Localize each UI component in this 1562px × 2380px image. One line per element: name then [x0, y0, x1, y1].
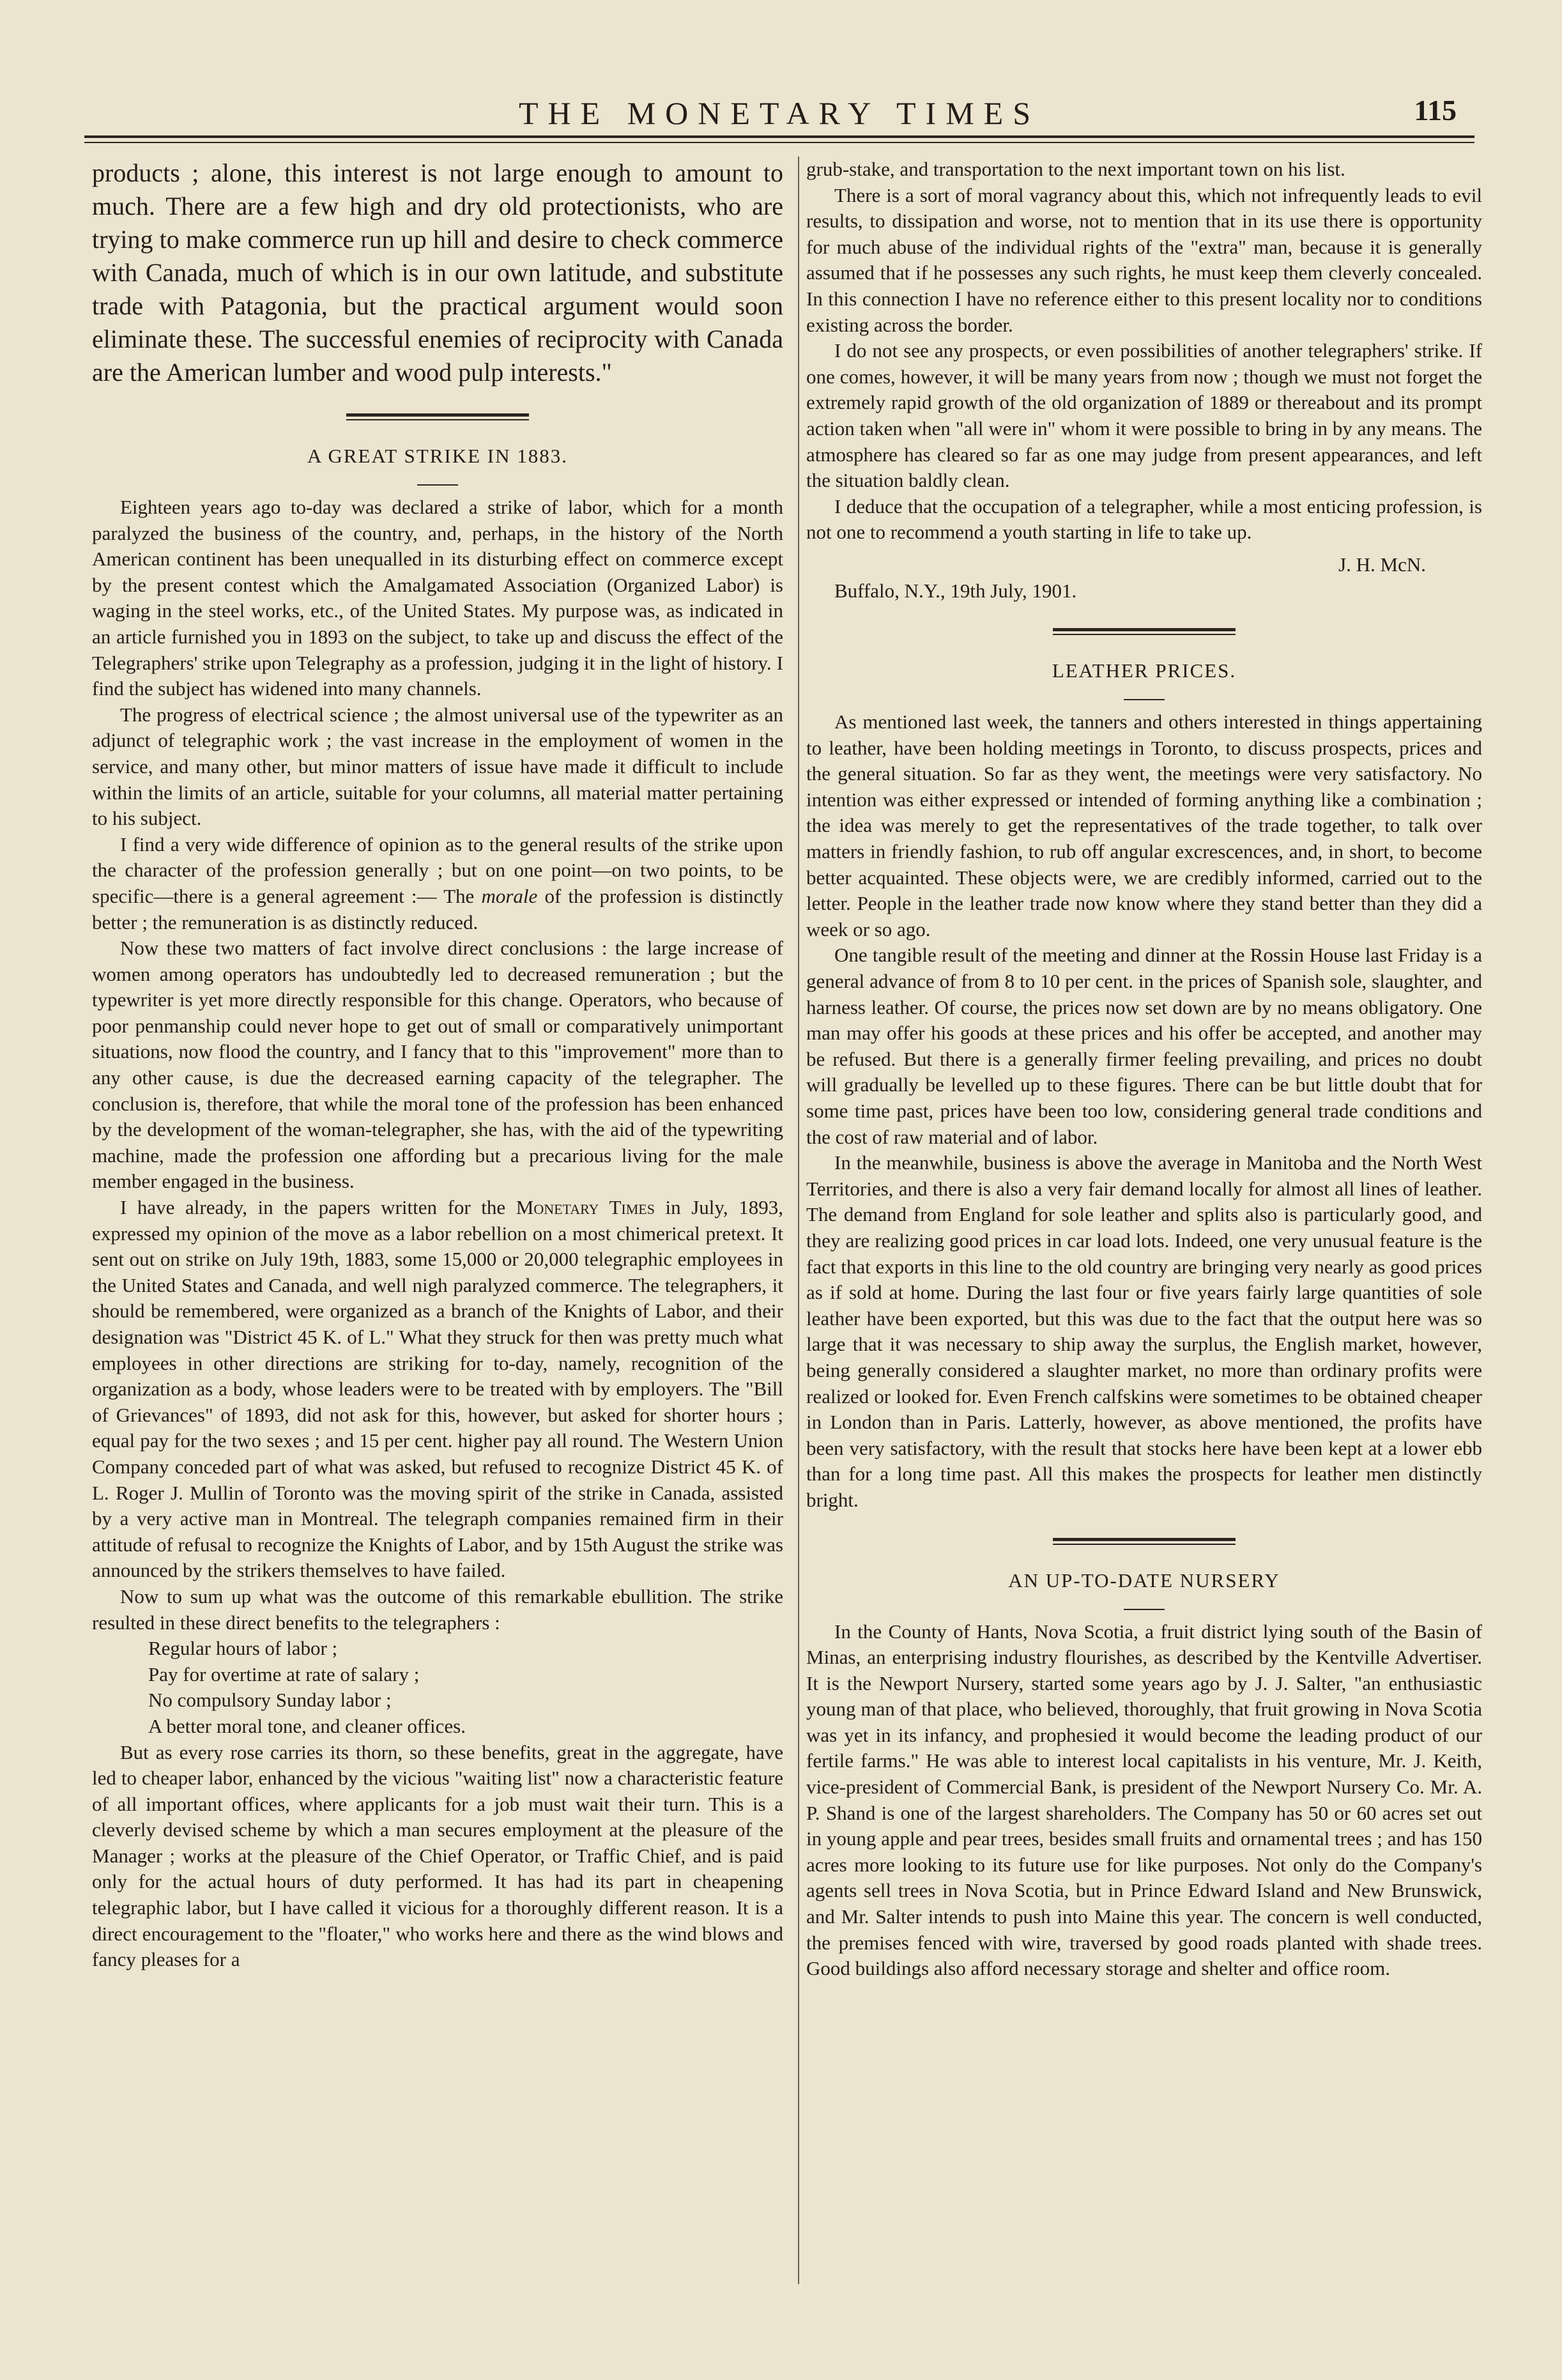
- strike-paragraph-5-b: in July, 1893, expressed my opinion of the move as a labor rebellion on a most chimerical pretext. It sent out on strike on July 19th, 1883, some 15,000 or 20,000 telegraphic employees in the United States and Canada, and well nigh paralyzed commerce. The telegraphers, it should be remembered, were organized as a branch of the Knights of Labor, and their designation was "District 45 K. of L." What they struck for then was pretty much what employees in other directions are striking for to-day, namely, recognition of the organization as a body, whose leaders were to be treated with by employers. The "Bill of Grievances" of 1893, did not ask for this, however, but asked for shorter hours ; equal pay for the two sexes ; and 15 per cent. higher pay all round. The Western Union Company conceded part of what was asked, but refused to recognize District 45 K. of L. Roger J. Mullin of Toronto was the moving spirit of the strike in Canada, assisted by a very active man in Montreal. The telegraph companies remained firm in their attitude of refusal to recognize the Knights of Labor, and by 15th August the strike was announced by the strikers themselves to have failed.: [92, 1196, 783, 1582]
- title-underline: [1124, 699, 1165, 700]
- dateline: Buffalo, N.Y., 19th July, 1901.: [834, 579, 1077, 602]
- benefit-item: A better moral tone, and cleaner offices.: [148, 1714, 466, 1737]
- benefit-item: Regular hours of labor ;: [148, 1637, 338, 1660]
- right-column: [806, 157, 1482, 1982]
- strike-paragraph-7: But as every rose carries its thorn, so these benefits, great in the aggregate, have led to cheaper labor, enhanced by the vicious "waiting list" now a characteristic feature of all important offices, where applicants for a job must wait their turn. This is a cleverly devised scheme by which a man secures employment at the pleasure of the Manager ; works at the pleasure of the Chief Operator, or Traffic Chief, and is paid only for the actual hours of duty performed. It has had its part in cheapening telegraphic labor, but I have called it vicious for a thoroughly different reason. It is a direct encouragement to the "floater," who works here and there as the wind blows and fancy pleases for a: [92, 1740, 783, 1971]
- strike-article-title: A GREAT STRIKE IN 1883.: [307, 445, 568, 467]
- strike-paragraph-2: The progress of electrical science ; the almost universal use of the typewriter as an adjunct of telegraphic work ; the vast increase in the employment of women in the service, and many other, but minor matters of issue have made it difficult to include within the limits of an article, suitable for your columns, all material matter pertaining to his subject.: [92, 703, 783, 830]
- lead-paragraph: products ; alone, this interest is not large enough to amount to much. There are a few high and dry old protectionists, who are trying to make commerce run up hill and desire to check commerce with Canada, much of which is in our own latitude, and substitute trade with Patagonia, but the practical argument would soon eliminate these. The successful enemies of reciprocity with Canada are the American lumber and wood pulp interests.": [92, 158, 783, 387]
- author-signature: J. H. McN.: [1338, 553, 1426, 576]
- strike-paragraph-5: [92, 1195, 783, 1584]
- nursery-article-title: AN UP-TO-DATE NURSERY: [1008, 1569, 1280, 1592]
- article-separator: [1053, 628, 1236, 635]
- strike-paragraph-3-b: of the profession is distinctly better ; the remuneration is as distinctly reduced.: [92, 884, 783, 933]
- benefit-item: Pay for overtime at rate of salary ;: [148, 1662, 420, 1685]
- leather-paragraph-3: In the meanwhile, business is above the average in Manitoba and the North West Territories, and there is also a very fair demand locally for almost all lines of leather. The demand from England for sole leather and splits also is particularly good, and they are realizing good prices in car load lots. Indeed, one very unusual feature is the fact that exports in this line to the old country are bringing very nearly as good prices as if sold at home. During the last four or five years fairly large quantities of sole leather have been exported, but this was due to the fact that the output here was so large that it was necessary to ship away the surplus, the English market, however, being generally considered a slaughter market, no more than ordinary profits were realized or looked for. Even French calfskins were sometimes to be obtained cheaper in London than in Paris. Latterly, however, as above mentioned, the profits have been very satisfactory, with the result that stocks here have been kept at a lower ebb than for a long time past. All this makes the prospects for leather men distinctly bright.: [806, 1151, 1482, 1511]
- strike-paragraph-3-a: I find a very wide difference of opinion as to the general results of the strike upon the character of the profession generally ; but on one point—on two points, to be specific—there is a general agreement :— The: [92, 833, 783, 907]
- morale-emphasis: morale: [481, 884, 538, 907]
- leather-paragraph-1: As mentioned last week, the tanners and others interested in things appertaining to leather, have been holding meetings in Toronto, to discuss prospects, prices and the general situation. So far as they went, the meetings were very satisfactory. No intention was either expressed or intended of forming anything like a combination ; the idea was merely to get the representatives of the trade together, to talk over matters in friendly fashion, to rub off angular excrescences, and, in short, to become better acquainted. These objects were, we are credibly informed, carried out to the letter. People in the leather trade now know where they stand better than they did a week or so ago.: [806, 710, 1482, 940]
- nursery-paragraph-1: In the County of Hants, Nova Scotia, a fruit district lying south of the Basin of Minas, an enterprising industry flourishes, as described by the Kentville Advertiser. It is the Newport Nursery, started some years ago by J. J. Salter, "an enthusiastic young man of that place, who believed, thoroughly, that fruit growing in Nova Scotia was yet in its infancy, and prophesied it would become the leading product of our fertile farms." He was able to interest local capitalists in his venture, Mr. J. Keith, vice-president of Commercial Bank, is president of the Newport Nursery Co. Mr. A. P. Shand is one of the largest shareholders. The Company has 50 or 60 acres set out in young apple and pear trees, besides small fruits and ornamental trees ; and has 150 acres more looking to its future use for like purposes. Not only do the Company's agents sell trees in Nova Scotia, but in Prince Edward Island and New Brunswick, and Mr. Salter intends to push into Maine this year. The concern is well conducted, the premises fenced with wire, traversed by good roads planted with shade trees. Good buildings also afford necessary storage and shelter and office room.: [806, 1620, 1482, 1980]
- header-rule: [84, 135, 1474, 138]
- title-underline: [417, 484, 458, 486]
- leather-paragraph-2: One tangible result of the meeting and dinner at the Rossin House last Friday is a general advance of from 8 to 10 per cent. in the prices of Spanish sole, slaughter, and harness leather. Of course, the prices now set down are by no means obligatory. One man may offer his goods at these prices and his offer be accepted, and another may be refused. But there is a generally firmer feeling prevailing, and prices no doubt will gradually be levelled up to these figures. There can be but little doubt that for some time past, prices have been too low, considering general trade conditions and the cost of raw material and of labor.: [806, 944, 1482, 1148]
- continued-paragraph-1: grub-stake, and transportation to the next important town on his list.: [806, 158, 1345, 180]
- continued-paragraph-3: I do not see any prospects, or even possibilities of another telegraphers' strike. If one comes, however, it will be many years from now ; though we must not forget the extremely rapid growth of the old organization of 1889 or thereabout and its prompt action taken when "all were in" whom it were possible to bring in by any means. The atmosphere has cleared so far as one may judge from present appearances, and left the situation baldly clean.: [806, 339, 1482, 492]
- leather-article-title: LEATHER PRICES.: [1052, 659, 1237, 682]
- page-number: 115: [1414, 94, 1457, 127]
- title-underline: [1124, 1609, 1165, 1610]
- benefit-item: No compulsory Sunday labor ;: [148, 1689, 392, 1712]
- strike-paragraph-5-a: I have already, in the papers written for the: [120, 1196, 516, 1219]
- article-separator: [1053, 1538, 1236, 1545]
- strike-paragraph-6: Now to sum up what was the outcome of this remarkable ebullition. The strike resulted in these direct benefits to the telegraphers :: [92, 1585, 783, 1634]
- header-rule-thin: [84, 142, 1474, 143]
- masthead: THE MONETARY TIMES: [519, 95, 1040, 131]
- strike-paragraph-1: Eighteen years ago to-day was declared a strike of labor, which for a month paralyzed the business of the country, and, perhaps, in the history of the North American continent has been unequalled in its disturbing effect on commerce except by the present contest which the Amalgamated Association (Organized Labor) is waging in the steel works, etc., of the United States. My purpose was, as indicated in an article furnished you in 1893 on the subject, to take up and discuss the effect of the Telegraphers' strike upon Telegraphy as a profession, judging it in the light of history. I find the subject has widened into many channels.: [92, 496, 783, 700]
- strike-paragraph-3: [92, 832, 783, 935]
- publication-name: Monetary Times: [516, 1196, 655, 1219]
- strike-paragraph-4: Now these two matters of fact involve direct conclusions : the large increase of women among operators has undoubtedly led to decreased remuneration ; but the typewriter is yet more directly responsible for this change. Operators, who because of poor penmanship could never hope to get out of small or comparatively unimportant situations, now flood the country, and I fancy that to this "improvement" more than to any other cause, is due the decreased earning capacity of the telegrapher. The conclusion is, therefore, that while the moral tone of the profession has been enhanced by the development of the woman-telegrapher, she has, with the aid of the typewriting machine, made the profession one affording but a precarious living for the male member engaged in the business.: [92, 937, 783, 1193]
- continued-paragraph-4: I deduce that the occupation of a telegrapher, while a most enticing profession, is not one to recommend a youth starting in life to take up.: [806, 495, 1482, 544]
- continued-paragraph-2: There is a sort of moral vagrancy about this, which not infrequently leads to evil results, to dissipation and worse, not to mention that in its use there is opportunity for much abuse of the individual rights of the "extra" man, because it is generally assumed that if he possesses any such rights, he must keep them cleverly concealed. In this connection I have no reference either to this present locality nor to conditions existing across the border.: [806, 183, 1482, 336]
- article-separator: [346, 413, 529, 420]
- column-divider: [798, 157, 799, 2284]
- left-column: [92, 157, 783, 1973]
